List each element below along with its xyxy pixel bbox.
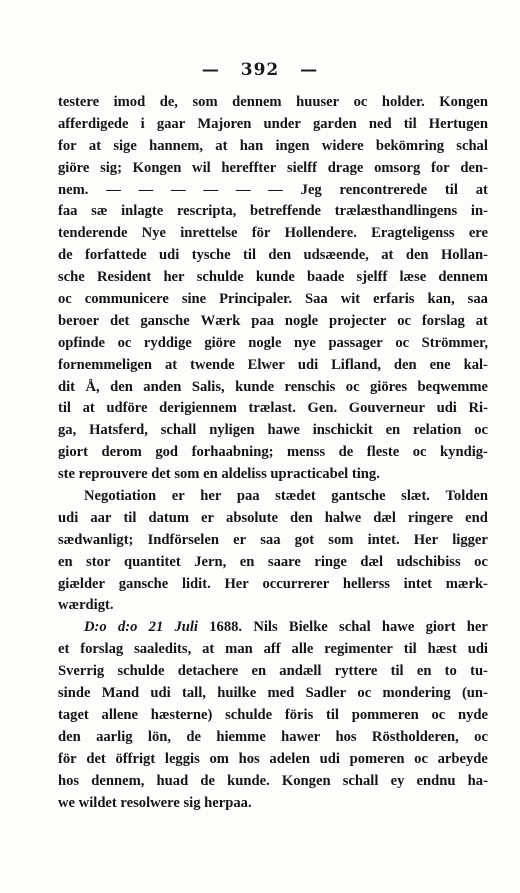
text-line: taget allene hæsterne) schulde föris til pommeren oc nyde	[58, 706, 488, 723]
text-line: dit Å, den anden Salis, kunde renschis oc giöres beqwemme	[58, 378, 488, 395]
text-line: sædwanligt; Indförselen er saa got som intet. Her ligger	[58, 531, 488, 548]
text-line: hos dennem, huad de kunde. Kongen schall ey endnu ha-	[58, 772, 488, 789]
text-line: giælder gansche lidit. Her occurrerer hellerss intet mærk-	[58, 575, 488, 592]
text-line: ste reprouvere det som en aldeliss upracticabel ting.	[58, 466, 380, 483]
text-line: ga, Hatsferd, schall nyligen hawe inschickit en relation oc	[58, 422, 488, 439]
text-line: D:o d:o 21 Juli 1688. Nils Bielke schal hawe giort her	[84, 619, 488, 636]
text-line: giöre sig; Kongen wil hereffter sielff drage omsorg for den-	[58, 159, 488, 176]
text-line: opfinde oc ryddige giöre nogle nye passager oc Strömmer,	[58, 334, 488, 351]
body-text	[58, 92, 488, 814]
text-line: we wildet resolwere sig herpaa.	[58, 794, 252, 811]
text-line: Sverrig schulde detachere en andæll ryttere til en to tu-	[58, 663, 488, 680]
text-line: fornemmeligen at twende Elwer udi Lifland, den ene kal-	[58, 356, 488, 373]
header-dash-right: —	[300, 60, 319, 80]
text-line: en stor quantitet Jern, en saare ringe dæl udschibiss oc	[58, 553, 488, 570]
text-line: oc communicere sine Principaler. Saa wit erfaris kan, saa	[58, 291, 488, 308]
text-line: til at udföre derigiennem trælast. Gen. Gouverneur udi Ri-	[58, 400, 488, 417]
text-line: sinde Mand udi tall, huilke med Sadler oc mondering (un-	[58, 685, 488, 702]
text-line: de forfattede udi tysche til den udsæende, at den Hollan-	[58, 247, 488, 264]
text-line: testere imod de, som dennem huuser oc holder. Kongen	[58, 94, 488, 110]
text-line: et forslag saaledits, at man aff alle regimenter til hæst udi	[58, 641, 488, 658]
text-line: tenderende Nye inrettelse för Hollendere. Eragteligenss ere	[58, 225, 488, 242]
text-line: för det öffrigt leggis om hos adelen udi pomeren oc arbeyde	[58, 750, 488, 767]
text-line: for at sige hannem, at han ingen widere bekömring schal	[58, 137, 488, 154]
text-line: den aarlig lön, de hiemme hawer hos Röstholderen, oc	[58, 728, 488, 745]
text-line: afferdigede i gaar Majoren under garden ned til Hertugen	[58, 115, 488, 132]
text-line: faa sæ inlagte rescripta, betreffende trælæsthandlingens in-	[58, 203, 488, 220]
text-line: giort derom god forhaabning; menss de fleste oc kyndig-	[58, 444, 488, 461]
page-header	[0, 60, 520, 80]
header-dash-left: —	[201, 60, 220, 80]
page-number: 392	[240, 60, 280, 80]
text-line: Negotiation er her paa stædet gantsche slæt. Tolden	[84, 488, 488, 505]
text-line: nem. — — — — — — Jeg rencontrerede til at	[58, 181, 488, 198]
text-line: beroer det gansche Wærk paa nogle projecter oc forslag at	[58, 312, 488, 329]
text-line: udi aar til datum er absolute den halwe dæl ringere end	[58, 509, 488, 526]
text-line: wærdigt.	[58, 597, 114, 614]
text-line: sche Resident her schulde kunde baade sjelff læse dennem	[58, 269, 488, 286]
